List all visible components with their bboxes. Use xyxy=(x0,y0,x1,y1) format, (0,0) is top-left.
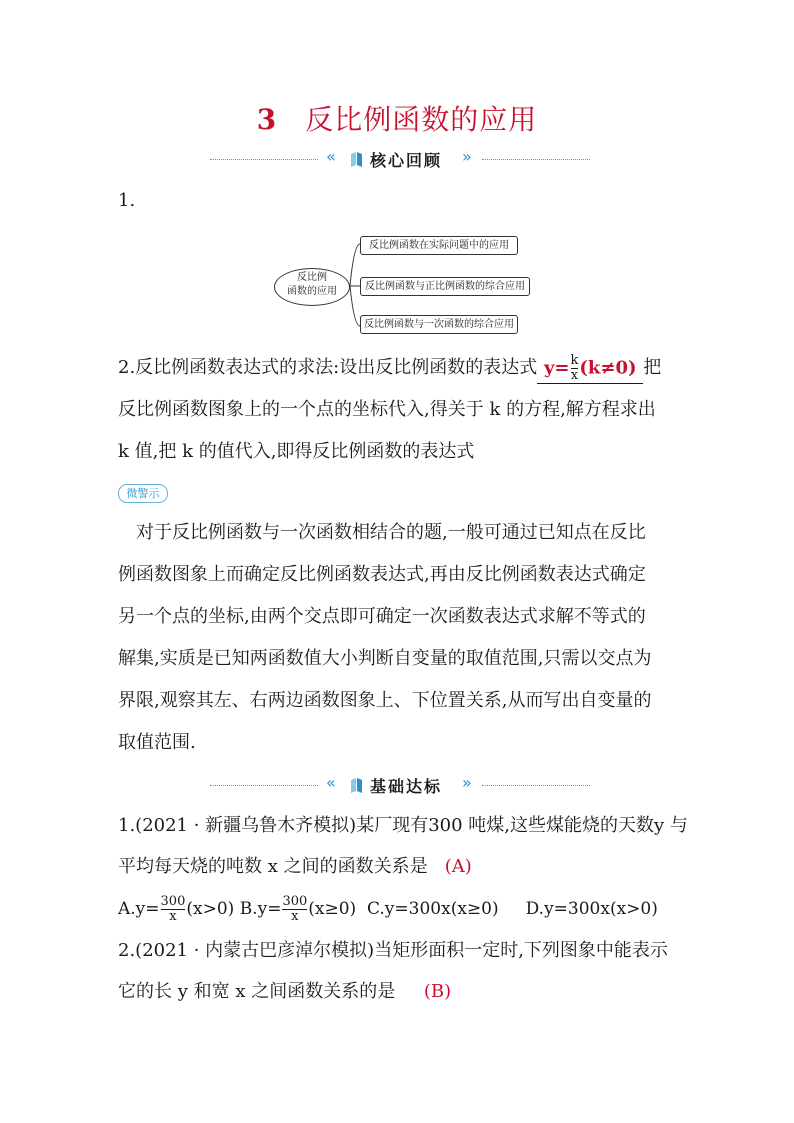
option-c: C.y=300x(x≥0) xyxy=(367,899,499,919)
section-header-basic-practice xyxy=(210,774,590,798)
section-label: 核心回顾 xyxy=(370,151,443,170)
item2-line1 xyxy=(118,347,678,389)
tip-line: 界限,观察其左、右两边函数图象上、下位置关系,从而写出自变量的 xyxy=(118,690,652,711)
answer-numerator: k xyxy=(570,352,579,368)
mindmap-branch: 反比例函数与一次函数的综合应用 xyxy=(360,315,518,334)
section-header-core-review xyxy=(210,148,590,172)
q2-line1: 2.(2021 · 内蒙古巴彦淖尔模拟)当矩形面积一定时,下列图象中能表示 xyxy=(118,940,668,961)
double-chevron-left-icon: « xyxy=(326,773,336,792)
item2-text: 把 xyxy=(643,357,662,378)
q1-options xyxy=(118,888,698,930)
answer-fraction xyxy=(571,354,579,383)
answer-blank xyxy=(537,354,643,384)
double-chevron-right-icon: » xyxy=(462,147,472,166)
option-a-suffix: (x>0) xyxy=(186,899,235,919)
option-a-prefix: A.y= xyxy=(118,899,160,919)
answer-y: y= xyxy=(543,357,570,378)
option-d: D.y=300x(x>0) xyxy=(525,899,658,919)
divider xyxy=(210,159,318,160)
option-a-denominator: x xyxy=(161,909,186,924)
option-b-prefix: B.y= xyxy=(239,899,282,919)
q1-text: 平均每天烧的吨数 x 之间的函数关系是 xyxy=(118,856,428,877)
tip-line: 解集,实质是已知两函数值大小判断自变量的取值范围,只需以交点为 xyxy=(118,648,652,669)
q2-line2 xyxy=(118,971,678,1013)
book-icon xyxy=(350,778,363,793)
option-b-numerator: 300 xyxy=(282,894,308,909)
tip-line: 另一个点的坐标,由两个交点即可确定一次函数表达式求解不等式的 xyxy=(118,606,646,627)
title-number: 3 xyxy=(256,103,278,136)
option-a-fraction xyxy=(161,895,186,924)
item2-line2: 反比例函数图象上的一个点的坐标代入,得关于 k 的方程,解方程求出 xyxy=(118,399,656,420)
q2-text: 它的长 y 和宽 x 之间函数关系的是 xyxy=(118,981,396,1002)
tip-line: 例函数图象上而确定反比例函数表达式,再由反比例函数表达式确定 xyxy=(118,564,646,585)
q1-answer: (A) xyxy=(444,856,472,877)
book-icon xyxy=(350,152,363,167)
divider xyxy=(210,785,318,786)
option-b-suffix: (x≥0) xyxy=(308,899,357,919)
option-b xyxy=(239,894,357,924)
double-chevron-right-icon: » xyxy=(462,773,472,792)
mindmap-branch: 反比例函数在实际问题中的应用 xyxy=(360,236,518,255)
divider xyxy=(482,159,590,160)
option-a xyxy=(118,894,235,924)
mindmap-center-node xyxy=(274,268,350,306)
q1-line1: 1.(2021 · 新疆乌鲁木齐模拟)某厂现有300 吨煤,这些煤能烧的天数y 与 xyxy=(118,815,688,836)
title-text: 反比例函数的应用 xyxy=(305,103,538,136)
item2-text: 2.反比例函数表达式的求法:设出反比例函数的表达式 xyxy=(118,357,538,378)
tip-badge: 微警示 xyxy=(118,484,168,503)
item2-line3: k 值,把 k 的值代入,即得反比例函数的表达式 xyxy=(118,441,475,462)
item-number: 1. xyxy=(118,190,136,211)
tip-line: 取值范围. xyxy=(118,732,196,753)
tip-line: 对于反比例函数与一次函数相结合的题,一般可通过已知点在反比 xyxy=(136,522,646,543)
double-chevron-left-icon: « xyxy=(326,147,336,166)
mindmap-center-line2: 函数的应用 xyxy=(287,286,337,297)
q1-line2 xyxy=(118,846,678,888)
mindmap-branch: 反比例函数与正比例函数的综合应用 xyxy=(360,277,530,296)
answer-condition: (k≠0) xyxy=(579,357,637,378)
option-b-denominator: x xyxy=(282,909,307,924)
divider xyxy=(482,785,590,786)
q2-answer: (B) xyxy=(423,981,452,1002)
option-b-fraction xyxy=(282,895,307,924)
option-a-numerator: 300 xyxy=(160,894,186,909)
page-title xyxy=(0,98,794,138)
mindmap-center-line1: 反比例 xyxy=(297,272,327,283)
answer-denominator: x xyxy=(570,367,579,383)
section-label: 基础达标 xyxy=(370,777,443,796)
